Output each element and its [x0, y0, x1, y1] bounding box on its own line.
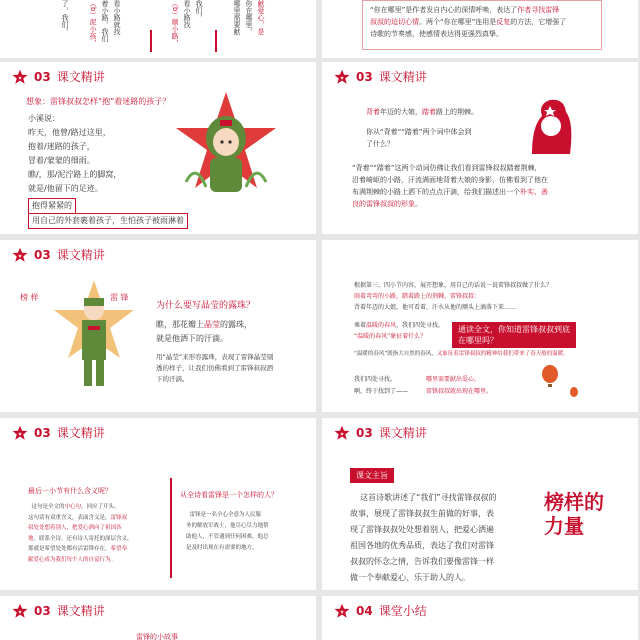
- question: 你从“背着”“踏着”两个词中体会到 了什么？: [366, 128, 472, 148]
- slide-header: [334, 602, 427, 619]
- slide-8: [322, 418, 638, 590]
- slide-2: [322, 0, 638, 58]
- answer-box: 抱得紧紧的: [28, 198, 76, 214]
- poem-column: （b）泥小孩，: [89, 0, 97, 47]
- slide-header: [12, 246, 105, 263]
- section-title: 课文精讲: [378, 70, 427, 84]
- explanation-text: “背着”“踏着”这两个动词仿佛让我们看到雷锋叔叔踏着荆棘， 沿着崎岖的小路，汗流满面地背着大娘的身影，仿佛看到了他在 布满荆棘的小路上洒下的点点汗滴，给我们描述出一个朴实、善 良的雷锋叔叔的形象。: [352, 164, 548, 208]
- slide-9: [0, 596, 316, 640]
- slide-7: [0, 418, 316, 590]
- star-icon: [334, 425, 350, 441]
- section-number: 04: [356, 603, 373, 618]
- balloon-icon: [540, 364, 580, 400]
- section-title: 课文精讲: [56, 70, 105, 84]
- slide-header: [334, 424, 427, 441]
- star-icon: [12, 247, 28, 263]
- divider: [170, 478, 172, 578]
- poem-column: 着小路，我们: [101, 0, 109, 42]
- star-icon: [12, 69, 28, 85]
- section-number: 03: [34, 425, 51, 440]
- section-number: 03: [34, 247, 51, 262]
- poem-column: 我们，: [195, 0, 203, 21]
- poem-column: 看小路找: [183, 0, 191, 28]
- poem-column: 你在哪里，: [245, 0, 253, 35]
- poem-column: 献爱心，是: [257, 0, 265, 35]
- summary-text: 这首诗歌讲述了“我们”寻找雷锋叔叔的 故事，展现了雷锋叔叔生前做的好事，表 现了雷锋叔叔处处想着别人，把爱心洒遍 祖国各地的优秀品质，表达了我们对雷锋 叔叔的怀念之情，告诉我们要像雷锋一样 做一个奉献爱心、乐于助人的人。: [350, 493, 497, 582]
- section-title: 课堂小结: [378, 604, 427, 618]
- badge-text: 雷 锋: [110, 293, 129, 302]
- slide-header: [334, 68, 427, 85]
- section-title: 课文精讲: [56, 248, 105, 262]
- poem-line: 乘着温暖的春风，我们四处寻找。 “温暖的春风”象征着什么？: [354, 322, 445, 340]
- poem-column: 了，我们，: [61, 0, 69, 35]
- section-number: 03: [356, 69, 373, 84]
- poem-text: 我们四处寻找。 啊，终于找到了——: [354, 376, 409, 395]
- star-icon: [12, 425, 28, 441]
- divider: [215, 30, 217, 52]
- answer-box: 用自己的外套裹着孩子，生怕孩子被雨淋着: [28, 213, 188, 229]
- explanation-text: “你在哪里”是作者发自内心的深情呼唤，表达了作者寻找雷锋 叔叔的迫切心情。两个“你在哪里”连用是反复的方法，它增强了 诗歌的节奏感，使感情表达得更强烈真挚。: [370, 6, 567, 38]
- question-banner: 通读全文，你知道雷锋叔叔到底 在哪里吗？: [452, 322, 576, 348]
- slide-6: [322, 240, 638, 412]
- star-icon: [334, 603, 350, 619]
- section-title: 课文精讲: [56, 426, 105, 440]
- slide-header: [12, 68, 105, 85]
- explanation-text: “温暖的春风”既指大自然的春风，又象征着雷锋叔叔的精神给我们带来了春天般的温暖。: [354, 351, 569, 357]
- poem-line: 背着年迈的大娘，踏着路上的荆棘。: [366, 108, 478, 116]
- poem-column: 看小路就找: [113, 0, 121, 35]
- section-title: 课文精讲: [56, 604, 105, 618]
- question: 为什么要写晶莹的露珠？: [156, 301, 256, 311]
- section-title: 课文精讲: [378, 426, 427, 440]
- question: 最后一小节有什么含义呢？: [28, 487, 112, 495]
- slide-3: [0, 62, 316, 234]
- explanation-text: 这句是全文的中心句，回应了开头。 这句话有双重含义，表面含义是，雷锋叔 叔处处想着别人，把爱心洒向了祖国各 地。联系全诗，还有诗人寄托的深层含义， 那就是希望处处都有活雷锋存在，希望奉 献爱心成为我们每个人的自觉行为。: [28, 504, 133, 563]
- star-icon: [12, 603, 28, 619]
- section-number: 03: [34, 603, 51, 618]
- divider: [150, 30, 152, 52]
- portrait-silhouette: [518, 96, 582, 156]
- subtitle-cut: 雷锋的小故事: [136, 633, 178, 640]
- explanation-text: 用“晶莹”来形容露珠，表现了雷锋晶莹剔 透的样子，让我们仿佛看到了雷锋叔叔洒 下的汗滴。: [156, 353, 274, 383]
- slide-10: [322, 596, 638, 640]
- soldier-illustration: [176, 92, 276, 202]
- question: 从全诗看雷锋是一个怎样的人？: [180, 491, 278, 499]
- slide-1: [0, 0, 316, 58]
- poem-column: （b）顺小路，: [171, 0, 179, 47]
- poem-column: 哪里需要献: [233, 0, 241, 35]
- section-number: 03: [356, 425, 373, 440]
- poem-text: 哪里需要献出爱心， 雷锋叔叔就出现在哪里。: [426, 376, 493, 395]
- slide-4: [322, 62, 638, 234]
- theme-label: 课文主旨: [350, 468, 394, 483]
- slide-5: [0, 240, 316, 412]
- star-icon: [334, 69, 350, 85]
- poem-text: 小溪说： 昨天，他曾/路过这里， 抱着/迷路的孩子， 冒着/蒙蒙的细雨。 瞧/，那/泥泞路上的脚窝， 就是/他留下的足迹。: [28, 114, 122, 193]
- slide-header: [12, 424, 105, 441]
- section-number: 03: [34, 69, 51, 84]
- instruction-text: 根据第三、四小节内容，展开想象，用自己的话说一说雷锋叔叔做了什么？ 雨着弯弯的小路，踏着路上的荆棘，雷锋叔叔： 背着年迈的大娘，他可看着，汗水从他的额头上滴落下来……: [354, 282, 553, 311]
- badge-text: 榜 样: [20, 293, 39, 302]
- question: 想象：雷锋叔叔怎样“抱”着迷路的孩子？: [26, 97, 171, 106]
- poem-text: 瞧，那花瓣上晶莹的露珠， 就是他洒下的汗滴。: [156, 320, 252, 343]
- slide-header: [12, 602, 105, 619]
- calligraphy-title: 榜样的力量: [544, 490, 604, 538]
- explanation-text: 雷锋是一名全心全意为人民服 务的解放军战士，他尽心尽力地帮 助他人，不管遇到任何困难，他总 是及时出现在有需要的地方。: [186, 512, 269, 551]
